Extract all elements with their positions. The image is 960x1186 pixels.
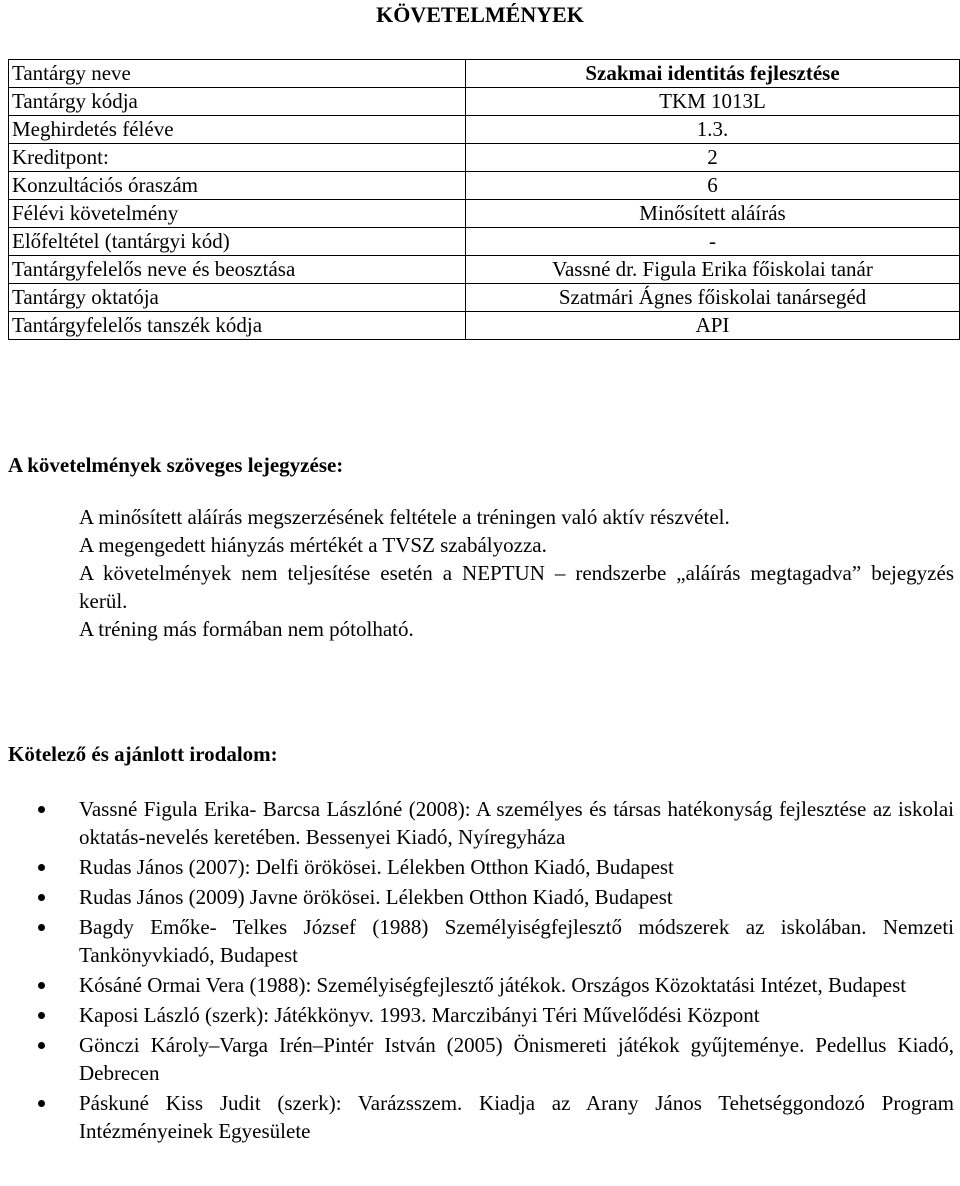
table-row	[9, 256, 960, 284]
table-row	[9, 284, 960, 312]
document-title: KÖVETELMÉNYEK	[376, 2, 584, 27]
bullet-icon	[38, 982, 45, 989]
row-value: API	[466, 312, 960, 340]
row-label: Félévi követelmény	[9, 200, 466, 228]
row-value: 2	[466, 144, 960, 172]
requirements-text	[79, 503, 954, 643]
requirements-paragraph: A követelmények nem teljesítése esetén a NEPTUN – rendszerbe „aláírás megtagadva” bejegyzés kerül.	[79, 561, 954, 613]
bullet-icon	[38, 924, 45, 931]
bullet-icon	[38, 1012, 45, 1019]
row-label: Tantárgyfelelős neve és beosztása	[9, 256, 466, 284]
table-row	[9, 312, 960, 340]
row-value: Szakmai identitás fejlesztése	[466, 60, 960, 88]
literature-entry: Rudas János (2007): Delfi örökösei. Lélekben Otthon Kiadó, Budapest	[79, 855, 674, 879]
row-label: Kreditpont:	[9, 144, 466, 172]
row-value: TKM 1013L	[466, 88, 960, 116]
list-item	[0, 883, 960, 911]
table-row	[9, 116, 960, 144]
course-info-table	[8, 59, 960, 340]
table-row	[9, 200, 960, 228]
row-value: 1.3.	[466, 116, 960, 144]
bullet-icon	[38, 864, 45, 871]
list-item	[0, 795, 960, 851]
list-item	[0, 1031, 960, 1087]
bullet-icon	[38, 1042, 45, 1049]
table-row	[9, 60, 960, 88]
row-value: Minősített aláírás	[466, 200, 960, 228]
row-value: 6	[466, 172, 960, 200]
row-label: Tantárgy kódja	[9, 88, 466, 116]
row-label: Tantárgy oktatója	[9, 284, 466, 312]
row-value: -	[466, 228, 960, 256]
table-row	[9, 144, 960, 172]
bullet-icon	[38, 806, 45, 813]
bullet-icon	[38, 1100, 45, 1107]
requirements-heading: A követelmények szöveges lejegyzése:	[8, 453, 344, 477]
literature-heading: Kötelező és ajánlott irodalom:	[8, 742, 278, 766]
list-item	[0, 1089, 960, 1145]
list-item	[0, 1001, 960, 1029]
literature-entry: Kaposi László (szerk): Játékkönyv. 1993. Marczibányi Téri Művelődési Központ	[79, 1003, 760, 1027]
requirements-paragraph: A megengedett hiányzás mértékét a TVSZ szabályozza.	[79, 533, 547, 557]
list-item	[0, 853, 960, 881]
literature-list	[0, 795, 960, 1147]
table-row	[9, 88, 960, 116]
list-item	[0, 913, 960, 969]
literature-entry: Vassné Figula Erika- Barcsa Lászlóné (2008): A személyes és társas hatékonyság fejlesztése az iskolai oktatás-nevelés keretében. Bessenyei Kiadó, Nyíregyháza	[79, 797, 954, 849]
bullet-icon	[38, 894, 45, 901]
list-item	[0, 971, 960, 999]
literature-entry: Gönczi Károly–Varga Irén–Pintér István (2005) Önismereti játékok gyűjteménye. Pedellus Kiadó, Debrecen	[79, 1033, 954, 1085]
literature-entry: Páskuné Kiss Judit (szerk): Varázsszem. Kiadja az Arany János Tehetséggondozó Program Intézményeinek Egyesülete	[79, 1091, 954, 1143]
row-label: Tantárgy neve	[9, 60, 466, 88]
row-label: Meghirdetés féléve	[9, 116, 466, 144]
row-label: Előfeltétel (tantárgyi kód)	[9, 228, 466, 256]
row-value: Vassné dr. Figula Erika főiskolai tanár	[466, 256, 960, 284]
row-label: Tantárgyfelelős tanszék kódja	[9, 312, 466, 340]
literature-entry: Rudas János (2009) Javne örökösei. Lélekben Otthon Kiadó, Budapest	[79, 885, 673, 909]
requirements-paragraph: A tréning más formában nem pótolható.	[79, 617, 414, 641]
table-row	[9, 172, 960, 200]
requirements-paragraph: A minősített aláírás megszerzésének feltétele a tréningen való aktív részvétel.	[79, 505, 730, 529]
row-value: Szatmári Ágnes főiskolai tanársegéd	[466, 284, 960, 312]
literature-entry: Bagdy Emőke- Telkes József (1988) Személyiségfejlesztő módszerek az iskolában. Nemzeti Tankönyvkiadó, Budapest	[79, 915, 954, 967]
literature-entry: Kósáné Ormai Vera (1988): Személyiségfejlesztő játékok. Országos Közoktatási Intézet, Budapest	[79, 973, 907, 997]
row-label: Konzultációs óraszám	[9, 172, 466, 200]
table-row	[9, 228, 960, 256]
